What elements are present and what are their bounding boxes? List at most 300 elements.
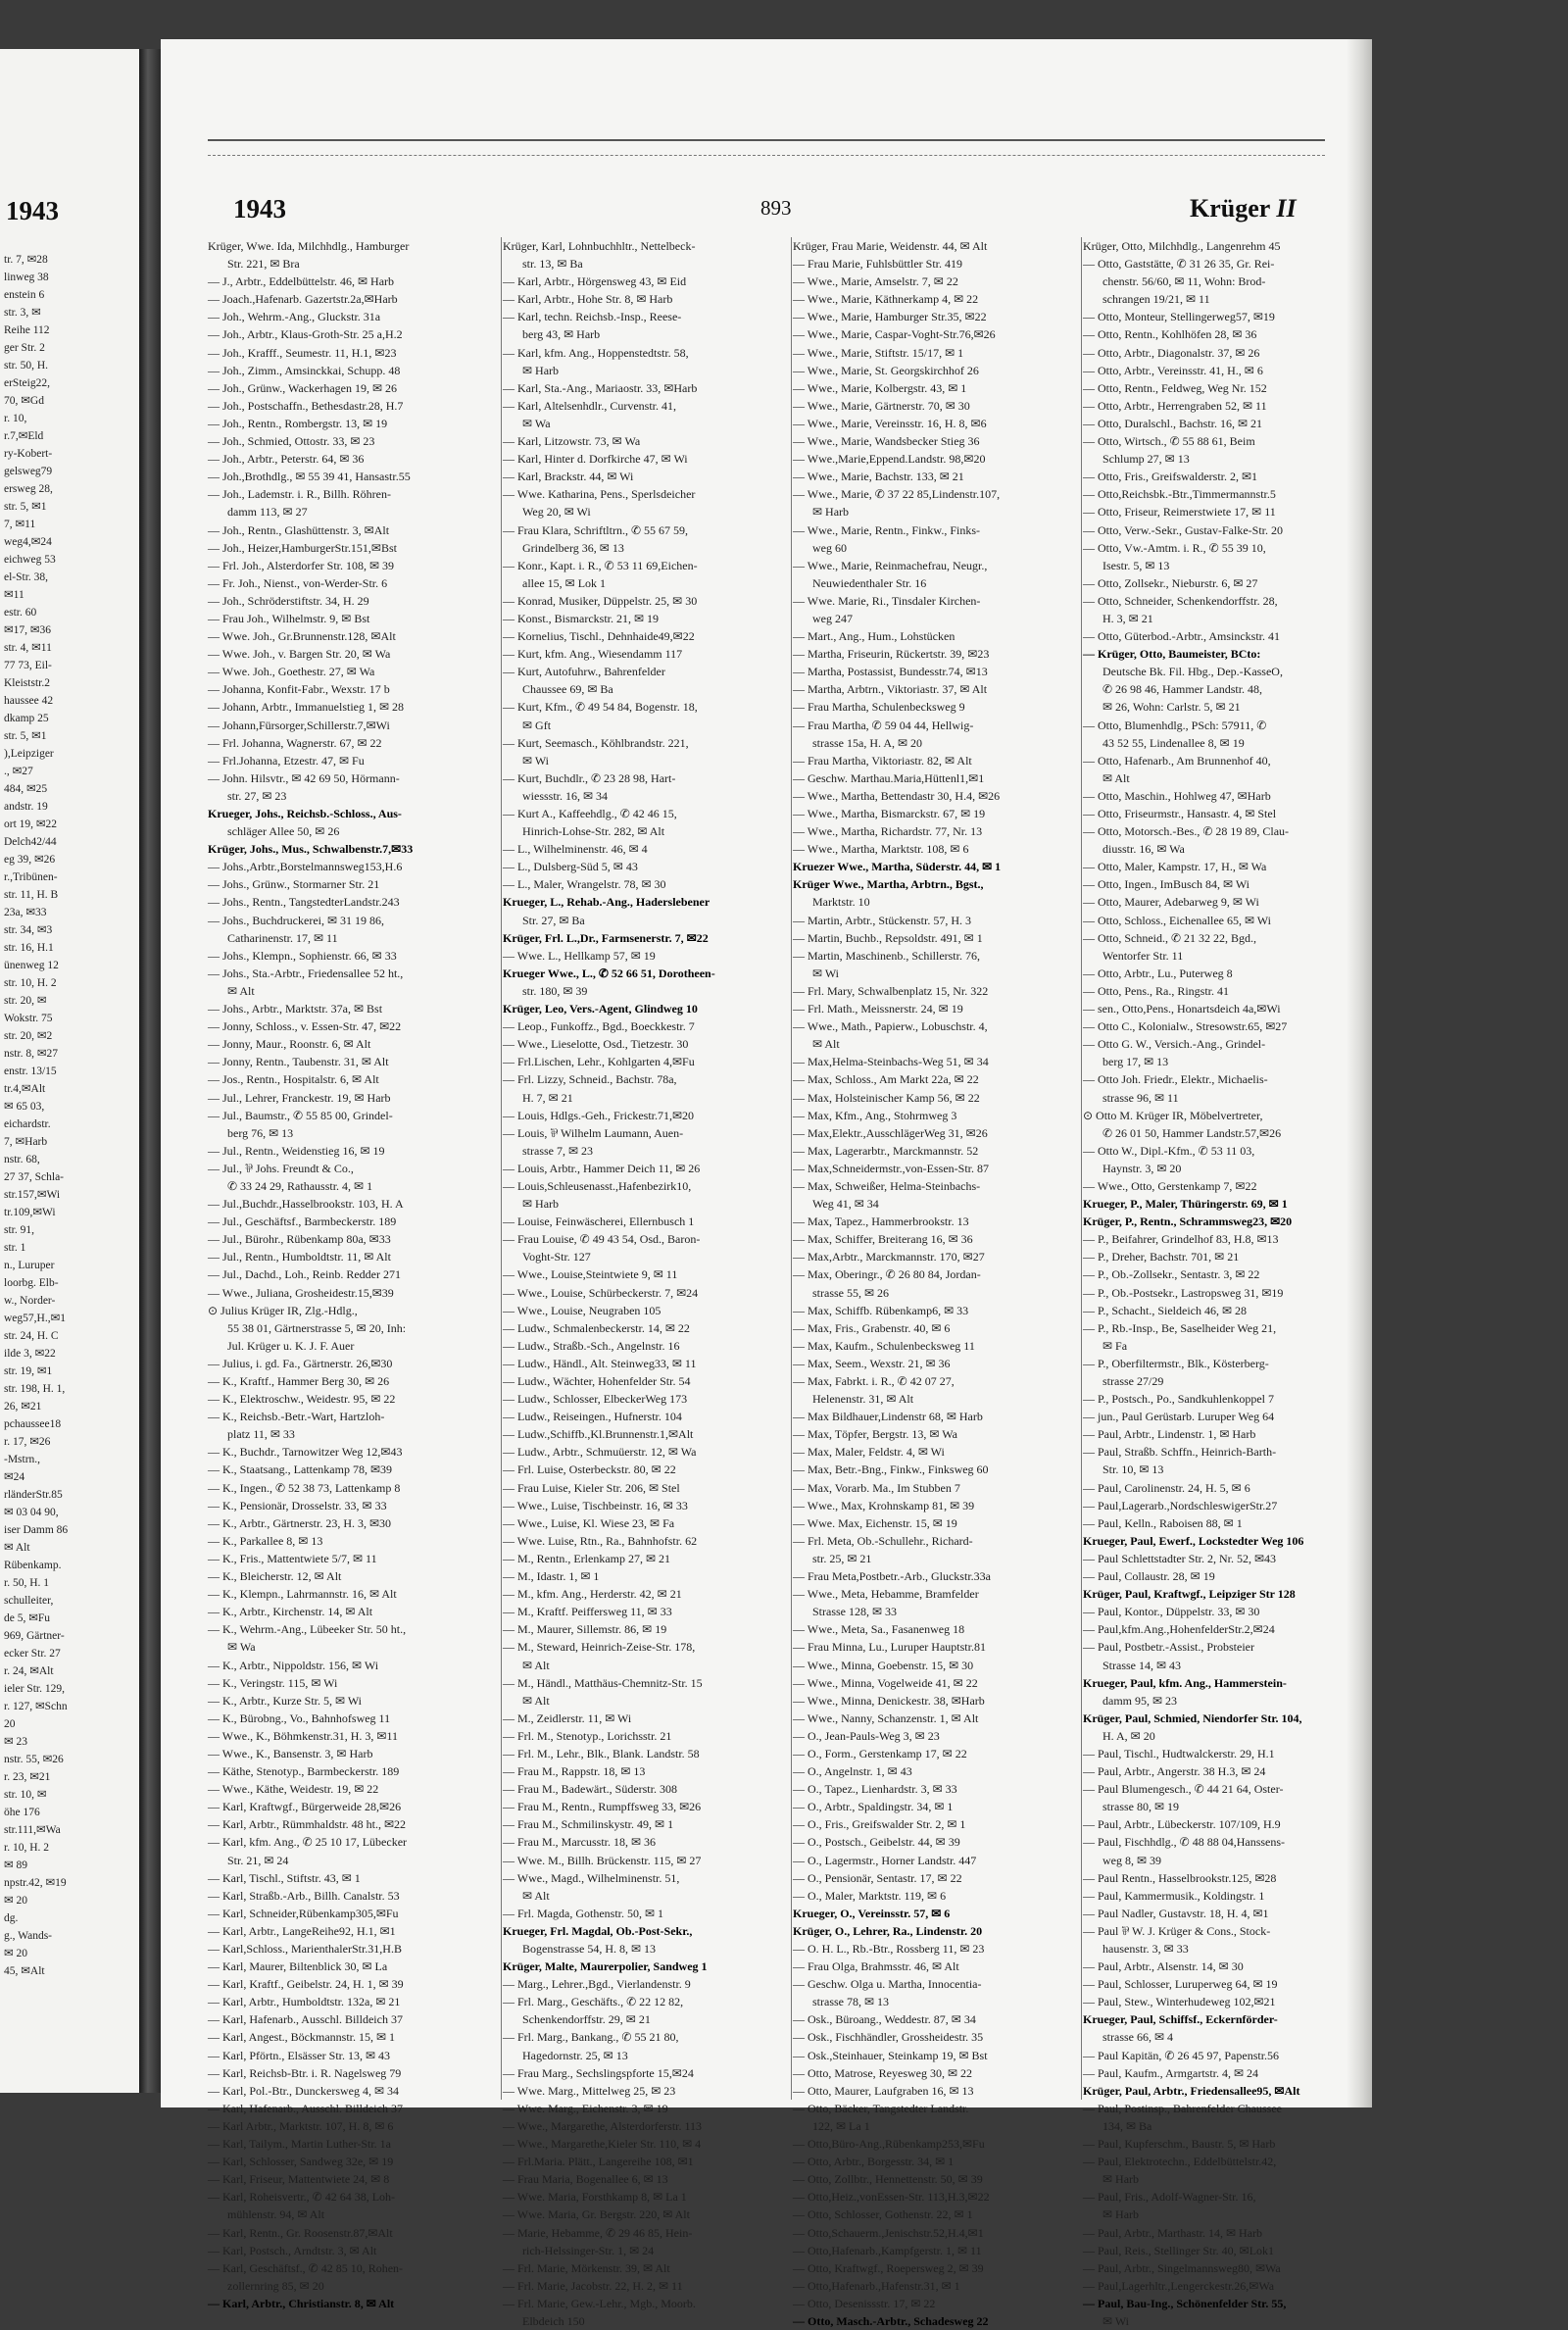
- directory-entry: — Wwe., Juliana, Grosheidestr.15,✉39: [208, 1285, 394, 1300]
- entry-continuation: ✉ Alt: [1102, 770, 1130, 785]
- previous-page-line: r. 50, H. 1: [4, 1577, 49, 1589]
- directory-entry: — L., Maler, Wrangelstr. 78, ✉ 30: [503, 877, 666, 892]
- previous-page-line: ✉ 20: [4, 1948, 28, 1959]
- directory-entry: — Frl. Mary, Schwalbenplatz 15, Nr. 322: [793, 983, 989, 998]
- directory-entry: — Fr. Joh., Nienst., von-Werder-Str. 6: [208, 575, 388, 590]
- directory-entry: — Karl, Arbtr., Hohe Str. 8, ✉ Harb: [503, 292, 673, 307]
- directory-entry: — Otto, Zollsekr., Nieburstr. 6, ✉ 27: [1083, 575, 1258, 590]
- entry-continuation: ✉ Alt: [812, 1037, 840, 1052]
- directory-entry: — Jul., Baumstr., ✆ 55 85 00, Grindel-: [208, 1108, 393, 1122]
- directory-entry: — O., Jean-Pauls-Weg 3, ✉ 23: [793, 1728, 940, 1743]
- directory-entry: — Martin, Buchb., Repsoldstr. 491, ✉ 1: [793, 930, 983, 945]
- entry-continuation: strasse 78, ✉ 13: [812, 1995, 890, 2009]
- directory-entry: Krüger, Malte, Maurerpolier, Sandweg 1: [503, 1959, 708, 1974]
- directory-entry: — Karl, Schneider,Rübenkamp305,✉Fu: [208, 1906, 399, 1920]
- previous-page-line: str. 24, H. C: [4, 1330, 59, 1342]
- directory-entry: — O. H. L., Rb.-Btr., Rossberg 11, ✉ 23: [793, 1942, 985, 1956]
- header-running-name: [1190, 194, 1297, 223]
- directory-entry: Krüger Wwe., Martha, Arbtrn., Bgst.,: [793, 877, 984, 892]
- previous-page-line: str. 20, ✉2: [4, 1030, 53, 1042]
- previous-page-line: 45, ✉Alt: [4, 1965, 45, 1977]
- directory-entry: — Paul, Fischhdlg., ✆ 48 88 04,Hanssens-: [1083, 1835, 1286, 1850]
- directory-entry: — Kurt, Kfm., ✆ 49 54 84, Bogenstr. 18,: [503, 700, 698, 715]
- previous-page-line: ort 19, ✉22: [4, 818, 58, 830]
- entry-continuation: ✉ Harb: [1102, 2172, 1140, 2187]
- directory-entry: — Max, Töpfer, Bergstr. 13, ✉ Wa: [793, 1427, 957, 1442]
- previous-page-line: Kleiststr.2: [4, 677, 50, 689]
- directory-entry: — O., Maler, Marktstr. 119, ✉ 6: [793, 1888, 947, 1903]
- directory-entry: — Wwe., Max, Krohnskamp 81, ✉ 39: [793, 1498, 975, 1512]
- directory-entry: — Wwe., Louise, Neugraben 105: [503, 1303, 662, 1317]
- directory-entry: — P., Postsch., Po., Sandkuhlenkoppel 7: [1083, 1392, 1275, 1407]
- directory-entry: — Paul, Kammermusik., Koldingstr. 1: [1083, 1888, 1265, 1903]
- previous-page-line: estr. 60: [4, 607, 37, 619]
- directory-entry: — Karl, Arbtr., Humboldtstr. 132a, ✉ 21: [208, 1995, 401, 2009]
- directory-entry: ⊙ Otto M. Krüger IR, Möbelvertreter,: [1083, 1108, 1263, 1122]
- entry-continuation: berg 43, ✉ Harb: [522, 327, 601, 342]
- previous-page-line: ersweg 28,: [4, 483, 53, 495]
- directory-entry: — Paul Nadler, Gustavstr. 18, H. 4, ✉1: [1083, 1906, 1269, 1920]
- directory-entry: — Joh., Schmied, Ottostr. 33, ✉ 23: [208, 434, 375, 449]
- directory-entry: — Paul, Schlosser, Luruperweg 64, ✉ 19: [1083, 1977, 1278, 1992]
- entry-continuation: berg 17, ✉ 13: [1102, 1055, 1169, 1069]
- directory-entry: — Paul, Elektrotechn., Eddelbüttelstr.42,: [1083, 2155, 1277, 2169]
- directory-entry: — Frau Luise, Kieler Str. 206, ✉ Stel: [503, 1480, 680, 1495]
- directory-entry: — Karl, Hafenarb., Ausschl. Billdeich 37: [208, 2101, 403, 2115]
- directory-entry: — Paul,Lagerarb.,NordschleswigerStr.27: [1083, 1498, 1278, 1512]
- directory-entry: — Otto, Güterbod.-Arbtr., Amsinckstr. 41: [1083, 629, 1280, 644]
- directory-entry: — Otto, Rentn., Feldweg, Weg Nr. 152: [1083, 380, 1267, 395]
- directory-entry: — Wwe. Marg., Eichenstr. 3, ✉ 19: [503, 2101, 668, 2115]
- directory-entry: — M., Rentn., Erlenkamp 27, ✉ 21: [503, 1551, 671, 1565]
- directory-entry: — Johs., Klempn., Sophienstr. 66, ✉ 33: [208, 948, 397, 963]
- directory-entry: — Paul,kfm.Ang.,HohenfelderStr.2,✉24: [1083, 1622, 1275, 1637]
- previous-page-line: eg 39, ✉26: [4, 854, 56, 866]
- directory-entry: — Frau M., Rappstr. 18, ✉ 13: [503, 1764, 646, 1779]
- directory-entry: — K., Klempn., Lahrmannstr. 16, ✉ Alt: [208, 1587, 397, 1602]
- entry-continuation: Isestr. 5, ✉ 13: [1102, 558, 1170, 572]
- directory-entry: — Wwe., Minna, Goebenstr. 15, ✉ 30: [793, 1658, 974, 1672]
- directory-entry: — Wwe. Maria, Forsthkamp 8, ✉ La 1: [503, 2190, 687, 2205]
- directory-entry: — Max, Tapez., Hammerbrookstr. 13: [793, 1215, 969, 1229]
- directory-entry: Krüger, Otto, Milchhdlg., Langenrehm 45: [1083, 239, 1281, 253]
- directory-entry: — Konst., Bismarckstr. 21, ✉ 19: [503, 611, 660, 625]
- directory-entry: — Otto, Pens., Ra., Ringstr. 41: [1083, 983, 1230, 998]
- directory-entry: — Karl, Litzowstr. 73, ✉ Wa: [503, 434, 641, 449]
- directory-entry: — Karl, Rentn., Gr. Roosenstr.87,✉Alt: [208, 2225, 393, 2240]
- entry-continuation: 122, ✉ La 1: [812, 2118, 870, 2133]
- entry-continuation: 134, ✉ Ba: [1102, 2118, 1152, 2133]
- directory-entry: — Frl. Marie, Jacobstr. 22, H. 2, ✉ 11: [503, 2278, 683, 2293]
- directory-entry: — Osk., Büroang., Weddestr. 87, ✉ 34: [793, 2012, 976, 2027]
- directory-entry: — Otto, Arbtr., Vereinsstr. 41, H., ✉ 6: [1083, 363, 1263, 377]
- directory-entry: — Frau Olga, Brahmsstr. 46, ✉ Alt: [793, 1959, 959, 1974]
- directory-entry: — Wwe.,Marie,Eppend.Landstr. 98,✉20: [793, 452, 986, 467]
- directory-column-2: [503, 237, 793, 2330]
- directory-entry: — Frl. Marie, Mörkenstr. 39, ✉ Alt: [503, 2260, 670, 2275]
- directory-entry: — Otto, Friseur, Reimerstwiete 17, ✉ 11: [1083, 505, 1276, 520]
- directory-entry: — Martin, Arbtr., Stückenstr. 57, H. 3: [793, 913, 971, 927]
- directory-entry: — Osk.,Steinhauer, Steinkamp 19, ✉ Bst: [793, 2048, 988, 2062]
- directory-entry: — Joh., Arbtr., Peterstr. 64, ✉ 36: [208, 452, 365, 467]
- directory-entry: — Johanna, Konfit-Fabr., Wexstr. 17 b: [208, 682, 390, 697]
- entry-continuation: Marktstr. 10: [812, 895, 870, 910]
- directory-entry: Krüger, Frl. L.,Dr., Farmsenerstr. 7, ✉22: [503, 930, 709, 945]
- entry-continuation: ✉ Harb: [1102, 2207, 1140, 2222]
- directory-entry: — Frl. Johanna, Wagnerstr. 67, ✉ 22: [208, 735, 382, 750]
- directory-entry: — Karl, Brackstr. 44, ✉ Wi: [503, 470, 634, 484]
- directory-entry: — Karl, Maurer, Biltenblick 30, ✉ La: [208, 1959, 388, 1974]
- entry-continuation: ✉ Alt: [522, 1693, 550, 1708]
- directory-entry: — Wwe., Martha, Bismarckstr. 67, ✉ 19: [793, 807, 986, 820]
- previous-page-line: el-Str. 38,: [4, 571, 49, 583]
- directory-entry: — Jul., Rentn., Weidenstieg 16, ✉ 19: [208, 1143, 385, 1158]
- directory-entry: — jun., Paul Gerüstarb. Luruper Weg 64: [1083, 1410, 1275, 1424]
- previous-page-column: [4, 251, 139, 1980]
- previous-page-line: ✉ 20: [4, 1895, 28, 1907]
- entry-continuation: Weg 41, ✉ 34: [812, 1197, 879, 1212]
- directory-entry: — Joh., Postschaffn., Bethesdastr.28, H.7: [208, 398, 404, 413]
- directory-entry: — O., Fris., Greifswalder Str. 2, ✉ 1: [793, 1817, 966, 1832]
- directory-entry: — Karl, Angest., Böckmannstr. 15, ✉ 1: [208, 2030, 396, 2045]
- directory-entry: — Max, Schloss., Am Markt 22a, ✉ 22: [793, 1072, 979, 1087]
- directory-entry: — Otto, Verw.-Sekr., Gustav-Falke-Str. 20: [1083, 522, 1283, 537]
- directory-entry: — Jul., Lehrer, Franckestr. 19, ✉ Harb: [208, 1090, 391, 1105]
- directory-entry: — Paul, Arbtr., Angerstr. 38 H.3, ✉ 24: [1083, 1764, 1266, 1779]
- directory-entry: — Otto, Kraftwgf., Roepersweg 2, ✉ 39: [793, 2260, 984, 2275]
- directory-entry: Krüger, Wwe. Ida, Milchhdlg., Hamburger: [208, 239, 410, 253]
- directory-entry: — P., Rb.-Insp., Be, Saselheider Weg 21,: [1083, 1320, 1277, 1335]
- entry-continuation: Hagedornstr. 25, ✉ 13: [522, 2048, 628, 2062]
- entry-continuation: Schlump 27, ✉ 13: [1102, 452, 1190, 467]
- directory-entry: — Mart., Ang., Hum., Lohstücken: [793, 629, 956, 644]
- directory-entry: — Jonny, Schloss., v. Essen-Str. 47, ✉22: [208, 1019, 402, 1034]
- previous-page-line: eichweg 53: [4, 554, 56, 566]
- directory-entry: — Joh., Wehrm.-Ang., Gluckstr. 31a: [208, 310, 381, 324]
- previous-page-line: erSteig22,: [4, 377, 50, 389]
- previous-page-line: tr. 7, ✉28: [4, 254, 48, 266]
- previous-page-line: rländerStr.85: [4, 1489, 63, 1501]
- directory-entry: — Wwe., Meta, Sa., Fasanenweg 18: [793, 1622, 965, 1637]
- previous-page-line: loorbg. Elb-: [4, 1277, 59, 1289]
- entry-continuation: schrangen 19/21, ✉ 11: [1102, 292, 1210, 307]
- directory-entry: — Otto G. W., Versich.-Ang., Grindel-: [1083, 1037, 1266, 1052]
- previous-page-line: str. 10, H. 2: [4, 977, 57, 989]
- directory-entry: — Ludw., Wächter, Hohenfelder Str. 54: [503, 1374, 691, 1388]
- directory-entry: — Paul Rentn., Hasselbrookstr.125, ✉28: [1083, 1870, 1277, 1885]
- directory-entry: — Paul, Reis., Stellinger Str. 40, ✉Lok1: [1083, 2243, 1275, 2257]
- directory-entry: — Wwe. Joh., Goethestr. 27, ✉ Wa: [208, 665, 375, 679]
- directory-entry: — O., Tapez., Lienhardstr. 3, ✉ 33: [793, 1782, 957, 1797]
- directory-entry: — Marg., Lehrer.,Bgd., Vierlandenstr. 9: [503, 1977, 691, 1992]
- directory-entry: — Max, Schweißer, Helma-Steinbachs-: [793, 1178, 981, 1193]
- previous-page-line: ., ✉27: [4, 766, 33, 777]
- previous-page-line: ilde 3, ✉22: [4, 1348, 56, 1360]
- directory-entry: — Wwe., Luise, Kl. Wiese 23, ✉ Fa: [503, 1515, 675, 1530]
- directory-entry: — Wwe. Joh., Gr.Brunnenstr.128, ✉Alt: [208, 629, 396, 644]
- directory-entry: — Frl. M., Stenotyp., Lorichsstr. 21: [503, 1728, 672, 1743]
- entry-continuation: ✉ Wa: [227, 1640, 256, 1655]
- directory-entry: — Karl, Arbtr., Christianstr. 8, ✉ Alt: [208, 2296, 395, 2310]
- directory-entry: — Otto, Maurer, Laufgraben 16, ✉ 13: [793, 2083, 974, 2098]
- directory-entry: — M., kfm. Ang., Herderstr. 42, ✉ 21: [503, 1587, 682, 1602]
- directory-entry: — Paul ⅌ W. J. Krüger & Cons., Stock-: [1083, 1923, 1271, 1938]
- header-year: 1943: [233, 194, 286, 223]
- directory-entry: — Martha, Friseurin, Rückertstr. 39, ✉23: [793, 647, 990, 662]
- entry-continuation: str. 13, ✉ Ba: [522, 257, 583, 272]
- directory-entry: Kruezer Wwe., Martha, Süderstr. 44, ✉ 1: [793, 860, 1002, 874]
- previous-page-line: r. 24, ✉Alt: [4, 1665, 54, 1677]
- previous-page-line: r. 23, ✉21: [4, 1771, 51, 1783]
- directory-entry: — Karl, Tischl., Stiftstr. 43, ✉ 1: [208, 1870, 361, 1885]
- directory-entry: — Max,Helma-Steinbachs-Weg 51, ✉ 34: [793, 1055, 989, 1069]
- directory-entry: — Wwe. Luise, Rtn., Ra., Bahnhofstr. 62: [503, 1533, 698, 1548]
- directory-entry: — Frl.Lischen, Lehr., Kohlgarten 4,✉Fu: [503, 1055, 695, 1069]
- directory-entry: — Frau Meta,Postbetr.-Arb., Gluckstr.33a: [793, 1569, 991, 1584]
- previous-page-line: ✉ 23: [4, 1736, 28, 1748]
- previous-page-line: ✉ 03 04 90,: [4, 1507, 59, 1518]
- directory-entry: — Otto, Ingen., ImBusch 84, ✉ Wi: [1083, 877, 1250, 892]
- directory-entry: — Wwe., Marie, ✆ 37 22 85,Lindenstr.107,: [793, 487, 1001, 502]
- directory-entry: — Paul,Lagerhltr.,Lengerckestr.26,✉Wa: [1083, 2278, 1275, 2293]
- directory-entry: — K., Ingen., ✆ 52 38 73, Lattenkamp 8: [208, 1480, 401, 1495]
- directory-entry: — Karl, Tailym., Martin Luther-Str. 1a: [208, 2137, 391, 2152]
- directory-entry: — Wwe., Minna, Vogelweide 41, ✉ 22: [793, 1675, 978, 1690]
- previous-page-line: npstr.42, ✉19: [4, 1877, 67, 1889]
- previous-page-line: w., Norder-: [4, 1295, 56, 1307]
- directory-entry: — Max,Arbtr., Marckmannstr. 170, ✉27: [793, 1250, 985, 1264]
- directory-entry: — M., Steward, Heinrich-Zeise-Str. 178,: [503, 1640, 696, 1655]
- directory-entry: — Paul, Bau-Ing., Schönenfelder Str. 55,: [1083, 2296, 1287, 2310]
- previous-page-line: str. 34, ✉3: [4, 924, 53, 936]
- entry-continuation: strasse 66, ✉ 4: [1102, 2030, 1174, 2045]
- directory-entry: — K., Bleicherstr. 12, ✉ Alt: [208, 1569, 342, 1584]
- directory-entry: — Joh., Grünw., Wackerhagen 19, ✉ 26: [208, 380, 398, 395]
- directory-entry: — Otto, Desenissstr. 17, ✉ 22: [793, 2296, 936, 2310]
- directory-entry: — O., Form., Gerstenkamp 17, ✉ 22: [793, 1746, 967, 1760]
- previous-page-line: str. 5, ✉1: [4, 501, 47, 513]
- previous-page-line: dg.: [4, 1912, 19, 1924]
- directory-entry: — K., Staatsang., Lattenkamp 78, ✉39: [208, 1462, 393, 1477]
- directory-entry: — Max, Fris., Grabenstr. 40, ✉ 6: [793, 1320, 951, 1335]
- previous-page-line: pchaussee18: [4, 1418, 62, 1430]
- previous-page-line: 26, ✉21: [4, 1401, 42, 1413]
- entry-continuation: ✆ 26 98 46, Hammer Landstr. 48,: [1102, 682, 1263, 697]
- directory-entry: Krueger, Frl. Magdal, Ob.-Post-Sekr.,: [503, 1923, 693, 1938]
- directory-entry: — P., Beifahrer, Grindelhof 83, H.8, ✉13: [1083, 1232, 1279, 1247]
- entry-continuation: Elbdeich 150: [522, 2313, 585, 2328]
- directory-entry: — Geschw. Olga u. Martha, Innocentia-: [793, 1977, 982, 1992]
- directory-entry: — Paul, Kelln., Raboisen 88, ✉ 1: [1083, 1515, 1243, 1530]
- directory-entry: — Otto, Maschin., Hohlweg 47, ✉Harb: [1083, 788, 1271, 803]
- directory-entry: — Joh., Zimm., Amsinckkai, Schupp. 48: [208, 363, 401, 377]
- directory-entry: Krueger, O., Vereinsstr. 57, ✉ 6: [793, 1906, 951, 1920]
- directory-entry: — K., Arbtr., Nippoldstr. 156, ✉ Wi: [208, 1658, 379, 1672]
- directory-entry: — Kurt A., Kaffeehdlg., ✆ 42 46 15,: [503, 807, 677, 820]
- previous-page-line: weg4,✉24: [4, 536, 52, 548]
- directory-entry: — Wwe., Louise, Schürbeckerstr. 7, ✉24: [503, 1285, 699, 1300]
- directory-entry: — Paul, Stew., Winterhudeweg 102,✉21: [1083, 1995, 1276, 2009]
- previous-page-line: linweg 38: [4, 272, 49, 283]
- previous-page-edge: [0, 49, 139, 2093]
- directory-page: [161, 39, 1372, 2328]
- previous-page-line: str.157,✉Wi: [4, 1189, 61, 1201]
- directory-entry: — Wwe., Marie, Stiftstr. 15/17, ✉ 1: [793, 345, 964, 360]
- directory-entry: — Wwe., Marie, Amselstr. 7, ✉ 22: [793, 274, 958, 289]
- directory-entry: — K., Pensionär, Drosselstr. 33, ✉ 33: [208, 1498, 387, 1512]
- directory-entry: — M., Zeidlerstr. 11, ✉ Wi: [503, 1710, 632, 1725]
- directory-entry: — Jul., Geschäftsf., Barmbeckerstr. 189: [208, 1215, 397, 1229]
- directory-entry: — K., Fris., Mattentwiete 5/7, ✉ 11: [208, 1551, 377, 1565]
- directory-entry: — Frl. Marg., Geschäfts., ✆ 22 12 82,: [503, 1995, 684, 2009]
- directory-entry: — Otto, Masch.-Arbtr., Schadesweg 22: [793, 2313, 989, 2328]
- entry-continuation: diusstr. 16, ✉ Wa: [1102, 842, 1185, 857]
- directory-entry: — Wwe., Marie, Vereinsstr. 16, H. 8, ✉6: [793, 416, 987, 430]
- previous-page-year: 1943: [6, 196, 59, 225]
- entry-continuation: damm 95, ✉ 23: [1102, 1693, 1178, 1708]
- previous-page-line: 70, ✉Gd: [4, 395, 44, 407]
- entry-continuation: Helenenstr. 31, ✉ Alt: [812, 1392, 914, 1407]
- directory-entry: — K., Arbtr., Kurze Str. 5, ✉ Wi: [208, 1693, 363, 1708]
- header-name-suffix: II: [1276, 194, 1297, 223]
- directory-entry: — Otto, Monteur, Stellingerweg57, ✉19: [1083, 310, 1275, 324]
- directory-entry: — Jul., Rentn., Humboldtstr. 11, ✉ Alt: [208, 1250, 391, 1264]
- entry-continuation: H. 7, ✉ 21: [522, 1090, 573, 1105]
- directory-entry: — O., Arbtr., Spaldingstr. 34, ✉ 1: [793, 1800, 954, 1814]
- directory-entry: — Max Bildhauer,Lindenstr 68, ✉ Harb: [793, 1410, 983, 1424]
- directory-entry: — Paul, Arbtr., Lindenstr. 1, ✉ Harb: [1083, 1427, 1256, 1442]
- entry-continuation: wiessstr. 16, ✉ 34: [522, 788, 609, 803]
- directory-entry: — Johs.,Arbtr.,Borstelmannsweg153,H.6: [208, 860, 403, 874]
- directory-entry: — M., Maurer, Sillemstr. 86, ✉ 19: [503, 1622, 667, 1637]
- previous-page-line: str. 19, ✉1: [4, 1365, 53, 1377]
- directory-entry: — Otto, Arbtr., Lu., Puterweg 8: [1083, 966, 1233, 980]
- entry-continuation: Str. 27, ✉ Ba: [522, 913, 585, 927]
- directory-entry: — Jul., Bürohr., Rübenkamp 80a, ✉33: [208, 1232, 391, 1247]
- entry-continuation: ✉ Wi: [812, 966, 840, 980]
- previous-page-line: str. 10, ✉: [4, 1789, 47, 1801]
- directory-entry: — Kurt, kfm. Ang., Wiesendamm 117: [503, 647, 683, 662]
- previous-page-line: Wokstr. 75: [4, 1013, 53, 1024]
- directory-entry: — Paul, Arbtr., Marthastr. 14, ✉ Harb: [1083, 2225, 1263, 2240]
- previous-page-line: ecker Str. 27: [4, 1648, 61, 1660]
- directory-entry: — Karl, Kraftwgf., Bürgerweide 28,✉26: [208, 1800, 402, 1814]
- directory-entry: — Frau Martha, Schulenbecksweg 9: [793, 700, 965, 715]
- directory-entry: — Otto,Hafenarb.,Kampfgerstr. 1, ✉ 11: [793, 2243, 982, 2257]
- directory-entry: — Frau M., Badewärt., Süderstr. 308: [503, 1782, 677, 1797]
- directory-entry: — Paul, Arbtr., Lübeckerstr. 107/109, H.9: [1083, 1817, 1281, 1832]
- previous-page-line: iser Damm 86: [4, 1524, 69, 1536]
- previous-page-line: eichardstr.: [4, 1118, 51, 1130]
- directory-entry: — Otto, Maler, Kampstr. 17, H., ✉ Wa: [1083, 860, 1267, 874]
- previous-page-line: str. 16, H.1: [4, 942, 54, 954]
- entry-continuation: ✉ Alt: [227, 983, 255, 998]
- entry-continuation: hausenstr. 3, ✉ 33: [1102, 1942, 1189, 1956]
- directory-entry: — Karl, Pförtn., Elsässer Str. 13, ✉ 43: [208, 2048, 391, 2062]
- directory-entry: — Wwe., Marie, Käthnerkamp 4, ✉ 22: [793, 292, 979, 307]
- directory-entry: — Otto, Hafenarb., Am Brunnenhof 40,: [1083, 753, 1271, 768]
- previous-page-line: 27 37, Schla-: [4, 1171, 65, 1183]
- previous-page-line: str. 1: [4, 1242, 26, 1254]
- directory-entry: — Frau Martha, ✆ 59 04 44, Hellwig-: [793, 718, 974, 732]
- entry-continuation: Grindelberg 36, ✉ 13: [522, 540, 624, 555]
- directory-entry: — Krüger, Otto, Baumeister, BCto:: [1083, 647, 1261, 662]
- column-rule-1: [501, 237, 502, 2100]
- entry-continuation: weg 8, ✉ 39: [1102, 1853, 1162, 1867]
- directory-entry: Krueger, Paul, Schiffsf., Eckernförder-: [1083, 2012, 1278, 2027]
- previous-page-line: ✉17, ✉36: [4, 624, 52, 636]
- directory-entry: — Otto, Wirtsch., ✆ 55 88 61, Beim: [1083, 434, 1255, 449]
- directory-entry: Krueger Wwe., L., ✆ 52 66 51, Dorotheen-: [503, 966, 715, 980]
- directory-entry: — P., Ob.-Postsekr., Lastropsweg 31, ✉19: [1083, 1285, 1284, 1300]
- entry-continuation: H. 3, ✉ 21: [1102, 611, 1153, 625]
- previous-page-line: 23a, ✉33: [4, 907, 47, 918]
- entry-continuation: Weg 20, ✉ Wi: [522, 505, 591, 520]
- directory-entry: — Paul, Tischl., Hudtwalckerstr. 29, H.1: [1083, 1746, 1275, 1760]
- previous-page-line: str. 91,: [4, 1224, 34, 1236]
- directory-entry: — Joh., Arbtr., Klaus-Groth-Str. 25 a,H.2: [208, 327, 403, 342]
- directory-entry: — Wwe., Marie, Hamburger Str.35, ✉22: [793, 310, 987, 324]
- entry-continuation: 55 38 01, Gärtnerstrasse 5, ✉ 20, Inh:: [227, 1320, 407, 1335]
- directory-entry: — Max, Fabrkt. i. R., ✆ 42 07 27,: [793, 1374, 955, 1388]
- directory-entry: — Karl,Schloss., MarienthalerStr.31,H.B: [208, 1942, 402, 1956]
- previous-page-line: r.7,✉Eld: [4, 430, 44, 442]
- directory-entry: — Karl, Arbtr., LangeReihe92, H.1, ✉1: [208, 1923, 396, 1938]
- directory-entry: — Frl.Johanna, Etzestr. 47, ✉ Fu: [208, 753, 365, 768]
- entry-continuation: ✉ Harb: [522, 363, 560, 377]
- directory-entry: — Otto, Zollbtr., Hennettenstr. 50, ✉ 39: [793, 2172, 983, 2187]
- entry-continuation: ✉ 26, Wohn: Carlstr. 5, ✉ 21: [1102, 700, 1241, 715]
- directory-entry: — K., Arbtr., Gärtnerstr. 23, H. 3, ✉30: [208, 1515, 392, 1530]
- previous-page-line: ✉24: [4, 1471, 25, 1483]
- previous-page-line: tr.4,✉Alt: [4, 1083, 46, 1095]
- previous-page-line: nstr. 8, ✉27: [4, 1048, 59, 1060]
- directory-entry: — Johs., Buchdruckerei, ✉ 31 19 86,: [208, 913, 385, 927]
- entry-continuation: ✉ Gft: [522, 718, 552, 732]
- entry-continuation: strasse 96, ✉ 11: [1102, 1090, 1179, 1105]
- directory-entry: — L., Dulsberg-Süd 5, ✉ 43: [503, 860, 638, 874]
- directory-entry: — Louis, ⅌ Wilhelm Laumann, Auen-: [503, 1125, 684, 1140]
- directory-entry: — Wwe., Marie, Kolbergstr. 43, ✉ 1: [793, 380, 967, 395]
- directory-entry: — K., Veringstr. 115, ✉ Wi: [208, 1675, 338, 1690]
- directory-entry: — Wwe. Maria, Gr. Bergstr. 220, ✉ Alt: [503, 2207, 690, 2222]
- directory-entry: — Max, Lagerarbtr., Marckmannstr. 52: [793, 1143, 979, 1158]
- directory-entry: — Max,Elektr.,AusschlägerWeg 31, ✉26: [793, 1125, 988, 1140]
- directory-entry: — Wwe., Magd., Wilhelminenstr. 51,: [503, 1870, 680, 1885]
- directory-entry: — O., Pensionär, Sentastr. 17, ✉ 22: [793, 1870, 962, 1885]
- directory-entry: — Ludw., Straßb.-Sch., Angelnstr. 16: [503, 1338, 680, 1353]
- directory-entry: — Wwe. L., Hellkamp 57, ✉ 19: [503, 948, 656, 963]
- directory-entry: — Otto, Gaststätte, ✆ 31 26 35, Gr. Rei-: [1083, 257, 1275, 272]
- directory-entry: Krueger, Johs., Reichsb.-Schloss., Aus-: [208, 807, 402, 820]
- entry-continuation: Hinrich-Lohse-Str. 282, ✉ Alt: [522, 824, 665, 839]
- directory-entry: — sen., Otto,Pens., Honartsdeich 4a,✉Wi: [1083, 1002, 1281, 1016]
- directory-entry: — Karl, Postsch., Arndtstr. 3, ✉ Alt: [208, 2243, 377, 2257]
- directory-entry: — Frl. Lizzy, Schneid., Bachstr. 78a,: [503, 1072, 677, 1087]
- directory-entry: — Frl. Magda, Gothenstr. 50, ✉ 1: [503, 1906, 664, 1920]
- entry-continuation: Str. 21, ✉ 24: [227, 1853, 289, 1867]
- directory-entry: — Karl, Straßb.-Arb., Billh. Canalstr. 53: [208, 1888, 400, 1903]
- directory-entry: — Joach.,Hafenarb. Gazertstr.2a,✉Harb: [208, 292, 398, 307]
- previous-page-line: gelsweg79: [4, 466, 53, 477]
- directory-entry: — Wwe., K., Bansenstr. 3, ✉ Harb: [208, 1746, 373, 1760]
- directory-entry: — Frau Marie, Fuhlsbüttler Str. 419: [793, 257, 962, 272]
- directory-entry: — Karl, Schlosser, Sandweg 32e, ✉ 19: [208, 2155, 394, 2169]
- directory-entry: — Frl. Marie, Gew.-Lehr., Mgb., Moorb.: [503, 2296, 696, 2310]
- directory-entry: — Jonny, Rentn., Taubenstr. 31, ✉ Alt: [208, 1055, 389, 1069]
- previous-page-line: ✉ 65 03,: [4, 1101, 45, 1113]
- entry-continuation: Catharinenstr. 17, ✉ 11: [227, 930, 338, 945]
